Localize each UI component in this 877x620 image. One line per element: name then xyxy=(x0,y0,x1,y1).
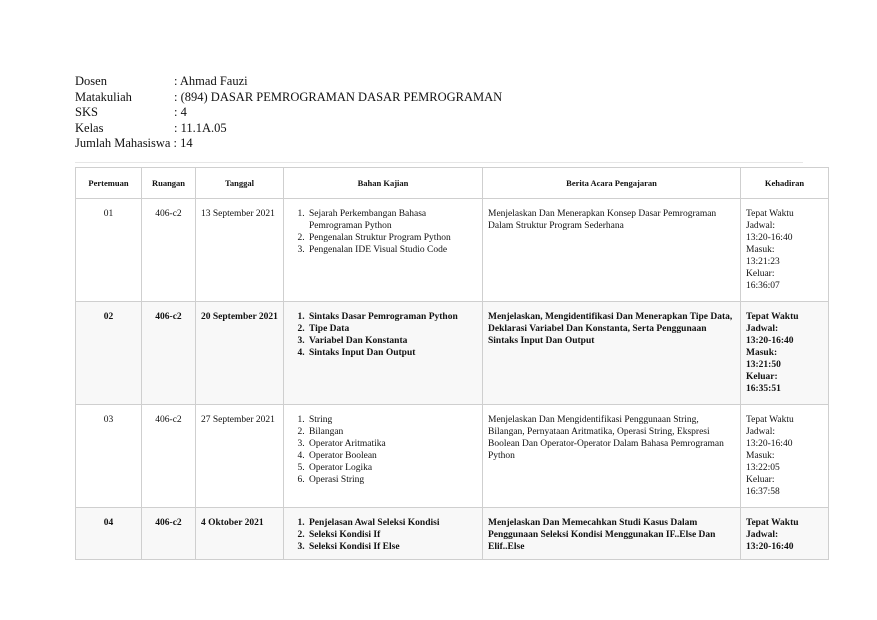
cell-berita-acara: Menjelaskan Dan Memecahkan Studi Kasus Dalam Penggunaan Seleksi Kondisi Menggunakan IF..Else Dan Elif..Else xyxy=(483,508,741,560)
kehadiran-line: Jadwal: xyxy=(746,427,776,437)
list-item: 1. Penjelasan Awal Seleksi Kondisi xyxy=(307,517,477,529)
cell-ruangan: 406-c2 xyxy=(142,405,196,508)
kehadiran-line: 13:22:05 xyxy=(746,463,780,473)
cell-pertemuan: 01 xyxy=(76,199,142,302)
kehadiran-line: Jadwal: xyxy=(746,221,776,231)
cell-bahan-kajian xyxy=(284,199,483,302)
cell-tanggal: 27 September 2021 xyxy=(196,405,284,508)
info-value: : 14 xyxy=(173,136,193,150)
kehadiran-line: 16:37:58 xyxy=(746,487,780,497)
cell-berita-acara: Menjelaskan Dan Mengidentifikasi Penggunaan String, Bilangan, Pernyataan Aritmatika, Operasi String, Ekspresi Boolean Dan Operator-Operator Dalam Bahasa Pemrograman Python xyxy=(483,405,741,508)
info-jumlah xyxy=(75,136,502,152)
info-sks xyxy=(75,105,502,121)
cell-kehadiran xyxy=(741,199,829,302)
info-label: SKS xyxy=(75,105,98,119)
info-dosen xyxy=(75,74,502,90)
kehadiran-line: 13:20-16:40 xyxy=(746,233,793,243)
kehadiran-line: 16:36:07 xyxy=(746,281,780,291)
table-row xyxy=(76,302,829,405)
kehadiran-line: Tepat Waktu xyxy=(746,518,799,528)
kehadiran-line: Jadwal: xyxy=(746,324,779,334)
header-pertemuan: Pertemuan xyxy=(76,168,142,199)
cell-ruangan: 406-c2 xyxy=(142,302,196,405)
list-item: 3. Pengenalan IDE Visual Studio Code xyxy=(307,244,477,256)
list-item: 2. Bilangan xyxy=(307,426,477,438)
cell-tanggal: 20 September 2021 xyxy=(196,302,284,405)
list-item: 5. Operator Logika xyxy=(307,462,477,474)
table-row xyxy=(76,405,829,508)
list-item: 1. Sejarah Perkembangan Bahasa Pemrograman Python xyxy=(307,208,477,232)
header-ruangan: Ruangan xyxy=(142,168,196,199)
bahan-list xyxy=(289,414,477,486)
kehadiran-line: 13:20-16:40 xyxy=(746,336,794,346)
cell-pertemuan: 03 xyxy=(76,405,142,508)
cell-bahan-kajian xyxy=(284,405,483,508)
kehadiran-line: 13:21:23 xyxy=(746,257,780,267)
kehadiran-line: Tepat Waktu xyxy=(746,312,799,322)
cell-tanggal: 13 September 2021 xyxy=(196,199,284,302)
cell-berita-acara: Menjelaskan Dan Menerapkan Konsep Dasar Pemrograman Dalam Struktur Program Sederhana xyxy=(483,199,741,302)
info-label: Kelas xyxy=(75,120,104,135)
kehadiran-line: Masuk: xyxy=(746,348,778,358)
info-label: Jumlah Mahasiswa xyxy=(75,136,171,150)
cell-ruangan: 406-c2 xyxy=(142,199,196,302)
header-divider xyxy=(75,162,803,163)
kehadiran-line: Masuk: xyxy=(746,245,775,255)
table-row xyxy=(76,508,829,560)
kehadiran-line: Jadwal: xyxy=(746,530,779,540)
kehadiran-line: Tepat Waktu xyxy=(746,415,794,425)
info-value: : (894) DASAR PEMROGRAMAN DASAR PEMROGRAMAN xyxy=(174,89,503,104)
header-bahan-kajian: Bahan Kajian xyxy=(284,168,483,199)
kehadiran-line: Tepat Waktu xyxy=(746,209,794,219)
cell-kehadiran xyxy=(741,508,829,560)
info-label: Dosen xyxy=(75,74,107,88)
info-matakuliah xyxy=(75,90,502,106)
info-label: Matakuliah xyxy=(75,89,132,104)
list-item: 1. String xyxy=(307,414,477,426)
cell-pertemuan: 02 xyxy=(76,302,142,405)
kehadiran-line: Keluar: xyxy=(746,475,775,485)
bahan-list xyxy=(289,517,477,553)
kehadiran-line: Masuk: xyxy=(746,451,775,461)
list-item: 2. Pengenalan Struktur Program Python xyxy=(307,232,477,244)
list-item: 4. Sintaks Input Dan Output xyxy=(307,347,477,359)
table-header-row xyxy=(76,168,829,199)
info-value: : 4 xyxy=(174,105,187,119)
list-item: 4. Operator Boolean xyxy=(307,450,477,462)
table-row xyxy=(76,199,829,302)
bahan-list xyxy=(289,208,477,256)
kehadiran-line: Keluar: xyxy=(746,269,775,279)
cell-bahan-kajian xyxy=(284,508,483,560)
list-item: 2. Seleksi Kondisi If xyxy=(307,529,477,541)
list-item: 6. Operasi String xyxy=(307,474,477,486)
attendance-table xyxy=(75,167,829,560)
cell-tanggal: 4 Oktober 2021 xyxy=(196,508,284,560)
cell-bahan-kajian xyxy=(284,302,483,405)
list-item: 1. Sintaks Dasar Pemrograman Python xyxy=(307,311,477,323)
cell-berita-acara: Menjelaskan, Mengidentifikasi Dan Menerapkan Tipe Data, Deklarasi Variabel Dan Konstanta, Serta Penggunaan Sintaks Input Dan Output xyxy=(483,302,741,405)
header-tanggal: Tanggal xyxy=(196,168,284,199)
info-kelas xyxy=(75,121,502,137)
list-item: 2. Tipe Data xyxy=(307,323,477,335)
list-item: 3. Variabel Dan Konstanta xyxy=(307,335,477,347)
info-value: : Ahmad Fauzi xyxy=(174,74,248,88)
kehadiran-line: 13:20-16:40 xyxy=(746,542,794,552)
header-berita-acara: Berita Acara Pengajaran xyxy=(483,168,741,199)
kehadiran-line: 13:20-16:40 xyxy=(746,439,793,449)
info-value: : 11.1A.05 xyxy=(174,120,227,135)
cell-ruangan: 406-c2 xyxy=(142,508,196,560)
list-item: 3. Operator Aritmatika xyxy=(307,438,477,450)
header-kehadiran: Kehadiran xyxy=(741,168,829,199)
cell-kehadiran xyxy=(741,302,829,405)
cell-pertemuan: 04 xyxy=(76,508,142,560)
kehadiran-line: 16:35:51 xyxy=(746,384,781,394)
kehadiran-line: 13:21:50 xyxy=(746,360,781,370)
bahan-list xyxy=(289,311,477,359)
course-info xyxy=(75,74,502,152)
kehadiran-line: Keluar: xyxy=(746,372,778,382)
cell-kehadiran xyxy=(741,405,829,508)
list-item: 3. Seleksi Kondisi If Else xyxy=(307,541,477,553)
